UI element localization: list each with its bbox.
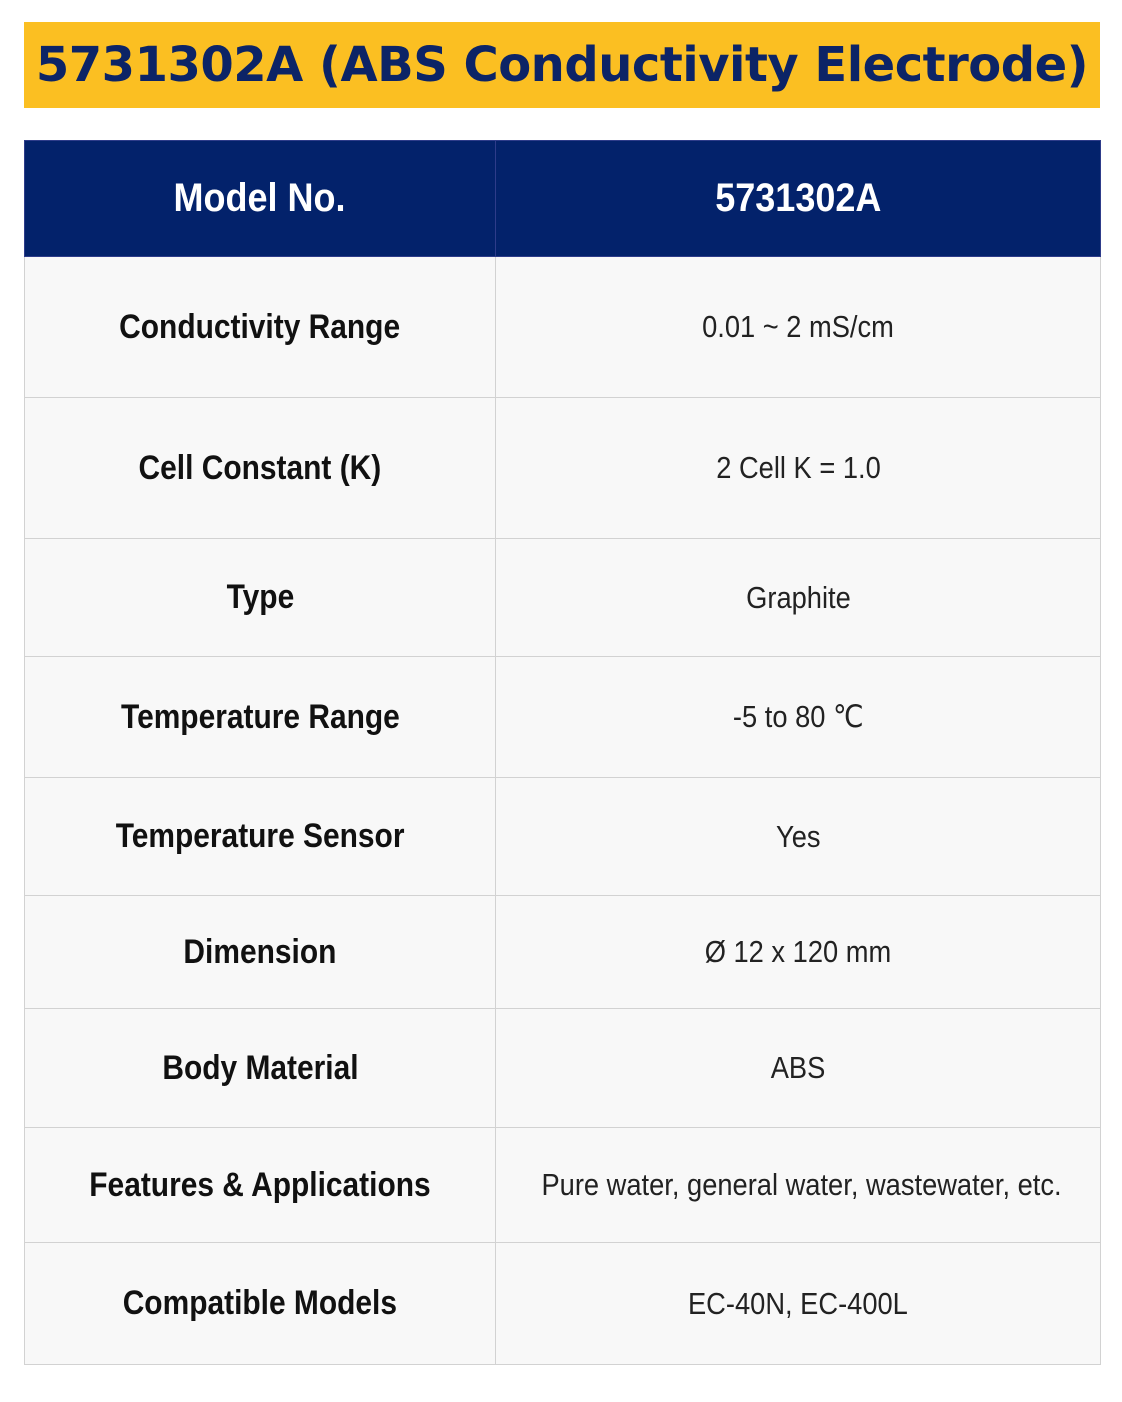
row-value-cell	[496, 257, 1101, 398]
row-value: Graphite	[745, 579, 851, 615]
row-value: 2 Cell K = 1.0	[715, 450, 881, 485]
row-label: Temperature Sensor	[115, 817, 405, 855]
row-label: Temperature Range	[120, 697, 400, 736]
table-header-row	[25, 141, 1101, 257]
row-label-cell	[25, 1243, 496, 1365]
row-value-cell	[496, 896, 1101, 1009]
row-value-cell	[496, 398, 1101, 539]
row-label-cell	[25, 539, 496, 657]
row-label-cell	[25, 257, 496, 398]
row-value: ABS	[770, 1050, 826, 1085]
row-value: Ø 12 x 120 mm	[704, 934, 892, 969]
row-value-cell	[496, 1128, 1101, 1243]
row-label: Dimension	[183, 932, 337, 971]
row-label: Conductivity Range	[119, 307, 401, 346]
table-row	[25, 896, 1101, 1009]
header-label-cell	[25, 141, 496, 257]
row-label: Compatible Models	[122, 1284, 398, 1322]
row-value-cell	[496, 539, 1101, 657]
row-label-cell	[25, 778, 496, 896]
row-value: 0.01 ~ 2 mS/cm	[702, 309, 894, 344]
table-row	[25, 539, 1101, 657]
row-label: Features & Applications	[89, 1165, 431, 1204]
row-value-cell	[496, 657, 1101, 778]
row-label-cell	[25, 1128, 496, 1243]
header-label: Model No.	[174, 176, 346, 220]
table-row	[25, 657, 1101, 778]
title-banner	[24, 22, 1100, 108]
row-label-cell	[25, 657, 496, 778]
spec-table	[24, 140, 1101, 1365]
row-label-cell	[25, 398, 496, 539]
row-value: EC-40N, EC-400L	[688, 1285, 908, 1321]
row-value-cell	[496, 1243, 1101, 1365]
row-value-cell	[496, 778, 1101, 896]
table-row	[25, 778, 1101, 896]
table-row	[25, 1009, 1101, 1128]
row-value: -5 to 80 ℃	[732, 699, 864, 734]
row-value: Yes	[775, 818, 821, 854]
row-label: Body Material	[161, 1048, 359, 1087]
row-label-cell	[25, 896, 496, 1009]
row-value: Pure water, general water, wastewater, etc.	[541, 1167, 1062, 1202]
header-value-cell	[496, 141, 1101, 257]
table-row	[25, 1243, 1101, 1365]
row-label: Type	[226, 578, 294, 616]
header-value: 5731302A	[714, 176, 882, 220]
table-row	[25, 257, 1101, 398]
row-label-cell	[25, 1009, 496, 1128]
row-label: Cell Constant (K)	[138, 448, 382, 487]
table-row	[25, 1128, 1101, 1243]
table-row	[25, 398, 1101, 539]
page-title: 5731302A (ABS Conductivity Electrode)	[35, 37, 1089, 93]
row-value-cell	[496, 1009, 1101, 1128]
